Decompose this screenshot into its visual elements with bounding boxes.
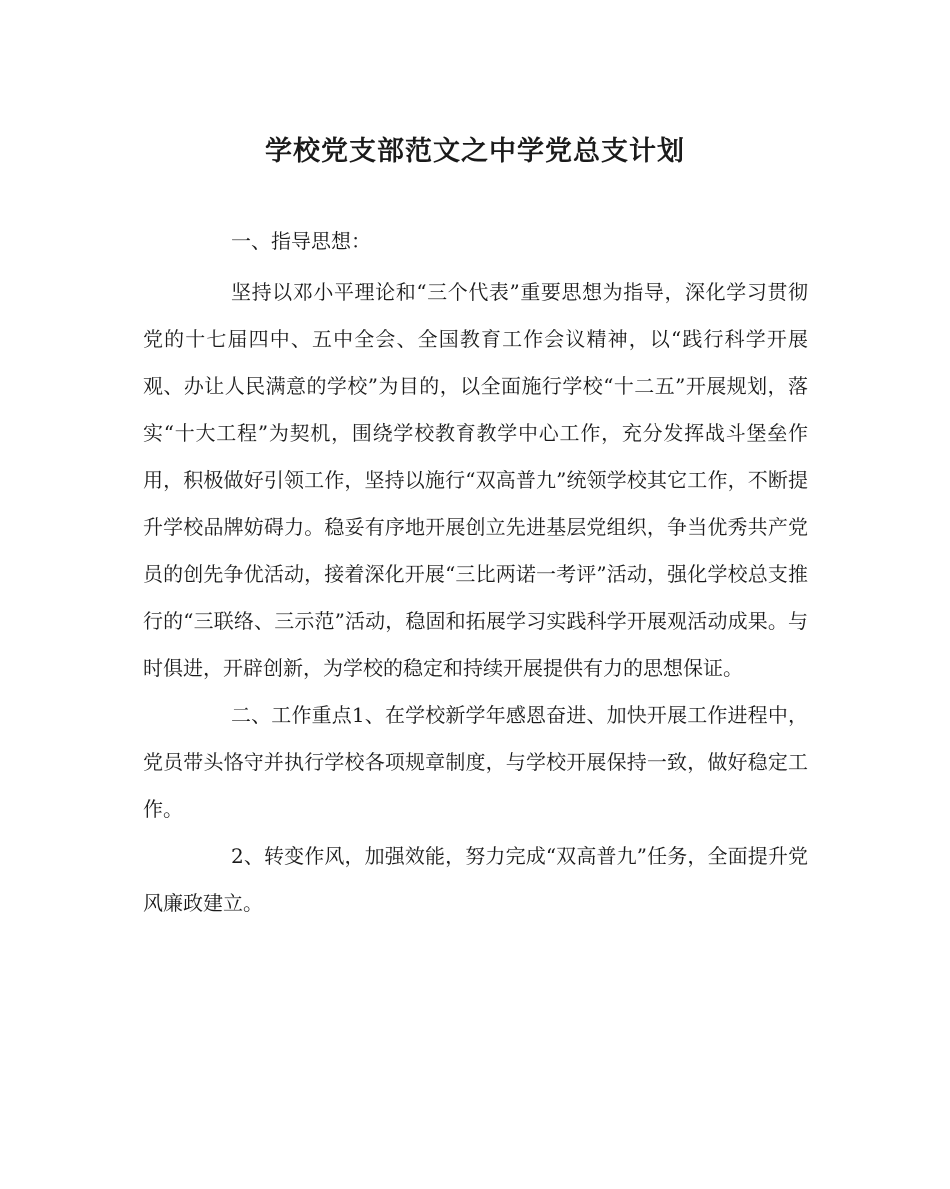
paragraph-work-focus-2: 2、转变作风，加强效能，努力完成“双高普九”任务，全面提升党风廉政建立。 [143,844,808,915]
section-heading-guiding-thought: 一、指导思想： [231,229,371,253]
paragraph-guiding-thought: 坚持以邓小平理论和“三个代表”重要思想为指导，深化学习贯彻党的十七届四中、五中全会、全国教育工作会议精神，以“践行科学开展观、办让人民满意的学校”为目的，以全面施行学校“十二五”开展规划，落实“十大工程”为契机，围绕学校教育教学中心工作，充分发挥战斗堡垒作用，积极做好引领工作，坚持以施行“双高普九”统领学校其它工作，不断提升学校品牌妨碍力。稳妥有序地开展创立先进基层党组织，争当优秀共产党员的创先争优活动，接着深化开展“三比两诺一考评”活动，强化学校总支推行的“三联络、三示范”活动，稳固和拓展学习实践科学开展观活动成果。与时俱进，开辟创新，为学校的稳定和持续开展提供有力的思想保证。 [143,280,808,680]
document-body [143,218,808,927]
paragraph-work-focus-1: 二、工作重点1、在学校新学年感恩奋进、加快开展工作进程中，党员带头恪守并执行学校各项规章制度，与学校开展保持一致，做好稳定工作。 [143,703,808,821]
document-title: 学校党支部范文之中学党总支计划 [265,136,685,167]
